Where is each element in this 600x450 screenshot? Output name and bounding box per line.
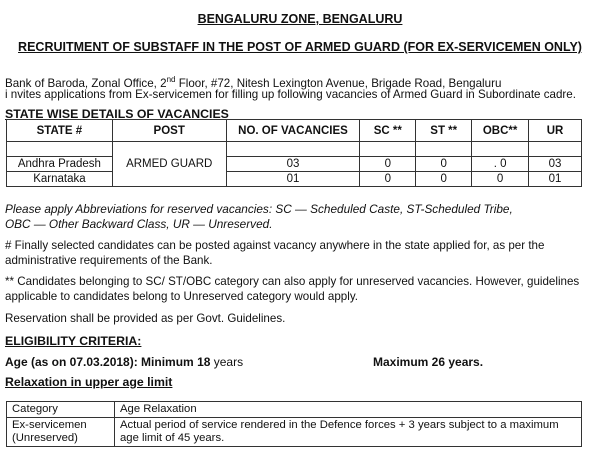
reservation-note: Reservation shall be provided as per Govt. Guidelines.: [5, 312, 286, 325]
state-cell: Karnataka: [7, 172, 113, 187]
age-line: Age (as on 07.03.2018): Minimum 18 years: [5, 355, 244, 369]
table-row: [7, 418, 582, 447]
sc-cell: 0: [360, 172, 416, 187]
table-row: [7, 172, 582, 187]
relaxation-col-age: Age Relaxation: [115, 402, 582, 418]
obc-cell: . 0: [472, 157, 529, 172]
star-note-line-1: ** Candidates belonging to SC/ ST/OBC category can also apply for unreserved vacancies. However, guidelines: [5, 275, 580, 288]
sc-cell: 0: [360, 157, 416, 172]
age-maximum: Maximum 26 years.: [373, 355, 484, 369]
relaxation-col-category: Category: [7, 402, 115, 418]
recruitment-title: RECRUITMENT OF SUBSTAFF IN THE POST OF ARMED GUARD (FOR EX-SERVICEMEN ONLY): [18, 40, 582, 54]
relaxation-header-row: [7, 402, 582, 418]
table-header-row: [7, 120, 582, 142]
col-ur: UR: [529, 120, 582, 142]
relaxation-heading: Relaxation in upper age limit: [5, 375, 173, 389]
hash-note-line-2: administrative requirements of the Bank.: [5, 254, 213, 267]
zone-title: BENGALURU ZONE, BENGALURU: [197, 12, 403, 26]
col-st: ST **: [416, 120, 472, 142]
col-obc: OBC**: [472, 120, 529, 142]
ur-cell: 03: [529, 157, 582, 172]
relaxation-table: [6, 401, 582, 447]
table-row: [7, 157, 582, 172]
vacancy-cell: 01: [226, 172, 360, 187]
ur-cell: 01: [529, 172, 582, 187]
st-cell: 0: [416, 172, 472, 187]
col-state: STATE #: [7, 120, 113, 142]
abbrev-line-2: OBC — Other Backward Class, UR — Unreserved.: [5, 217, 273, 231]
category-cell: Ex-servicemen (Unreserved): [7, 418, 115, 447]
eligibility-heading: ELIGIBILITY CRITERIA:: [5, 334, 142, 348]
st-cell: 0: [416, 157, 472, 172]
table-spacer-row: [7, 142, 582, 157]
col-vacancies: NO. OF VACANCIES: [226, 120, 360, 142]
hash-note-line-1: # Finally selected candidates can be posted against vacancy anywhere in the state applied for, as per the: [5, 239, 545, 252]
abbrev-line-1: Please apply Abbreviations for reserved vacancies: SC — Scheduled Caste, ST-Scheduled Tribe,: [5, 202, 513, 216]
intro-line-1: Bank of Baroda, Zonal Office, 2nd Floor, #72, Nitesh Lexington Avenue, Brigade Road, Bengaluru: [5, 75, 502, 90]
star-note-line-2: applicable to candidates belong to Unreserved category would apply.: [5, 290, 358, 303]
col-post: POST: [112, 120, 226, 142]
post-cell: ARMED GUARD: [112, 142, 226, 187]
col-sc: SC **: [360, 120, 416, 142]
intro-line-2: i nvites applications from Ex-servicemen for filling up following vacancies of Armed Guard in Subordinate cadre.: [5, 88, 576, 101]
vacancies-heading: STATE WISE DETAILS OF VACANCIES: [5, 107, 229, 121]
vacancies-table: [6, 119, 582, 187]
relaxation-cell: Actual period of service rendered in the Defence forces + 3 years subject to a maximum age limit of 45 years.: [115, 418, 582, 447]
vacancy-cell: 03: [226, 157, 360, 172]
obc-cell: 0: [472, 172, 529, 187]
state-cell: Andhra Pradesh: [7, 157, 113, 172]
